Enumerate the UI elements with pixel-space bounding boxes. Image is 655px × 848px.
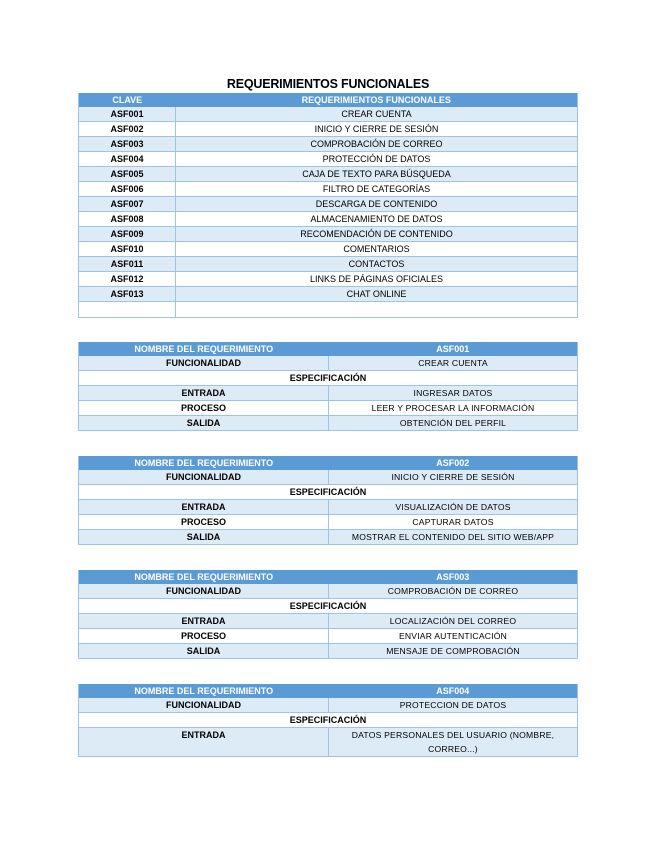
row-value: CHAT ONLINE <box>176 287 578 302</box>
row-value: COMPROBACIÓN DE CORREO <box>176 137 578 152</box>
functionality-label: FUNCIONALIDAD <box>79 356 329 371</box>
row-value: LINKS DE PÁGINAS OFICIALES <box>176 272 578 287</box>
row-key: ASF004 <box>79 152 176 167</box>
requirement-id: ASF003 <box>329 570 578 584</box>
row-value: INICIO Y CIERRE DE SESIÓN <box>176 122 578 137</box>
row-value: DESCARGA DE CONTENIDO <box>176 197 578 212</box>
row-key: ASF002 <box>79 122 176 137</box>
row-key: ASF012 <box>79 272 176 287</box>
table-row <box>79 272 578 287</box>
row-key: ASF011 <box>79 257 176 272</box>
requirements-summary-table <box>78 93 578 318</box>
output-label: SALIDA <box>79 416 329 431</box>
process-value: CAPTURAR DATOS <box>329 515 578 530</box>
row-key: ASF005 <box>79 167 176 182</box>
input-value: DATOS PERSONALES DEL USUARIO (NOMBRE, CORREO...) <box>329 728 578 757</box>
table-row <box>79 107 578 122</box>
row-value-empty <box>176 302 578 318</box>
row-key: ASF013 <box>79 287 176 302</box>
column-header-requerimientos: REQUERIMIENTOS FUNCIONALES <box>176 93 578 107</box>
row-value: CREAR CUENTA <box>176 107 578 122</box>
row-value: FILTRO DE CATEGORÍAS <box>176 182 578 197</box>
table-row <box>79 122 578 137</box>
output-label: SALIDA <box>79 644 329 659</box>
input-value: INGRESAR DATOS <box>329 386 578 401</box>
table-row <box>79 212 578 227</box>
process-label: PROCESO <box>79 629 329 644</box>
output-label: SALIDA <box>79 530 329 545</box>
row-value: COMENTARIOS <box>176 242 578 257</box>
table-row <box>79 137 578 152</box>
input-label: ENTRADA <box>79 386 329 401</box>
functionality-label: FUNCIONALIDAD <box>79 470 329 485</box>
requirement-table-asf003 <box>78 570 578 659</box>
table-row <box>79 167 578 182</box>
requirement-table-asf002 <box>78 456 578 545</box>
requirement-id: ASF004 <box>329 684 578 698</box>
input-label: ENTRADA <box>79 728 329 757</box>
table-row <box>79 242 578 257</box>
row-key: ASF010 <box>79 242 176 257</box>
row-value: RECOMENDACIÓN DE CONTENIDO <box>176 227 578 242</box>
name-label: NOMBRE DEL REQUERIMIENTO <box>79 570 329 584</box>
row-key: ASF001 <box>79 107 176 122</box>
name-label: NOMBRE DEL REQUERIMIENTO <box>79 342 329 356</box>
row-value: PROTECCIÓN DE DATOS <box>176 152 578 167</box>
table-row-empty <box>79 302 578 318</box>
input-value: LOCALIZACIÓN DEL CORREO <box>329 614 578 629</box>
name-label: NOMBRE DEL REQUERIMIENTO <box>79 684 329 698</box>
process-value: LEER Y PROCESAR LA INFORMACIÓN <box>329 401 578 416</box>
process-label: PROCESO <box>79 401 329 416</box>
row-key: ASF009 <box>79 227 176 242</box>
output-value: MENSAJE DE COMPROBACIÓN <box>329 644 578 659</box>
table-row <box>79 287 578 302</box>
process-label: PROCESO <box>79 515 329 530</box>
row-value: CAJA DE TEXTO PARA BÚSQUEDA <box>176 167 578 182</box>
functionality-value: INICIO Y CIERRE DE SESIÓN <box>329 470 578 485</box>
table-row <box>79 197 578 212</box>
table-row <box>79 227 578 242</box>
functionality-label: FUNCIONALIDAD <box>79 698 329 713</box>
table-row <box>79 257 578 272</box>
input-value: VISUALIZACIÓN DE DATOS <box>329 500 578 515</box>
requirement-id: ASF001 <box>329 342 578 356</box>
table-header-row <box>79 93 578 107</box>
functionality-value: PROTECCION DE DATOS <box>329 698 578 713</box>
row-key: ASF007 <box>79 197 176 212</box>
name-label: NOMBRE DEL REQUERIMIENTO <box>79 456 329 470</box>
row-key: ASF006 <box>79 182 176 197</box>
row-key: ASF003 <box>79 137 176 152</box>
table-row <box>79 152 578 167</box>
requirement-id: ASF002 <box>329 456 578 470</box>
input-label: ENTRADA <box>79 500 329 515</box>
page-title: REQUERIMIENTOS FUNCIONALES <box>226 77 430 91</box>
row-key: ASF008 <box>79 212 176 227</box>
specification-label: ESPECIFICACIÓN <box>79 713 578 728</box>
functionality-value: CREAR CUENTA <box>329 356 578 371</box>
functionality-label: FUNCIONALIDAD <box>79 584 329 599</box>
table-row <box>79 182 578 197</box>
functionality-value: COMPROBACIÓN DE CORREO <box>329 584 578 599</box>
column-header-clave: CLAVE <box>79 93 176 107</box>
row-key-empty <box>79 302 176 318</box>
process-value: ENVIAR AUTENTICACIÓN <box>329 629 578 644</box>
input-label: ENTRADA <box>79 614 329 629</box>
specification-label: ESPECIFICACIÓN <box>79 485 578 500</box>
row-value: CONTACTOS <box>176 257 578 272</box>
specification-label: ESPECIFICACIÓN <box>79 599 578 614</box>
requirement-table-asf004 <box>78 684 578 757</box>
requirement-table-asf001 <box>78 342 578 431</box>
output-value: MOSTRAR EL CONTENIDO DEL SITIO WEB/APP <box>329 530 578 545</box>
row-value: ALMACENAMIENTO DE DATOS <box>176 212 578 227</box>
specification-label: ESPECIFICACIÓN <box>79 371 578 386</box>
output-value: OBTENCIÓN DEL PERFIL <box>329 416 578 431</box>
